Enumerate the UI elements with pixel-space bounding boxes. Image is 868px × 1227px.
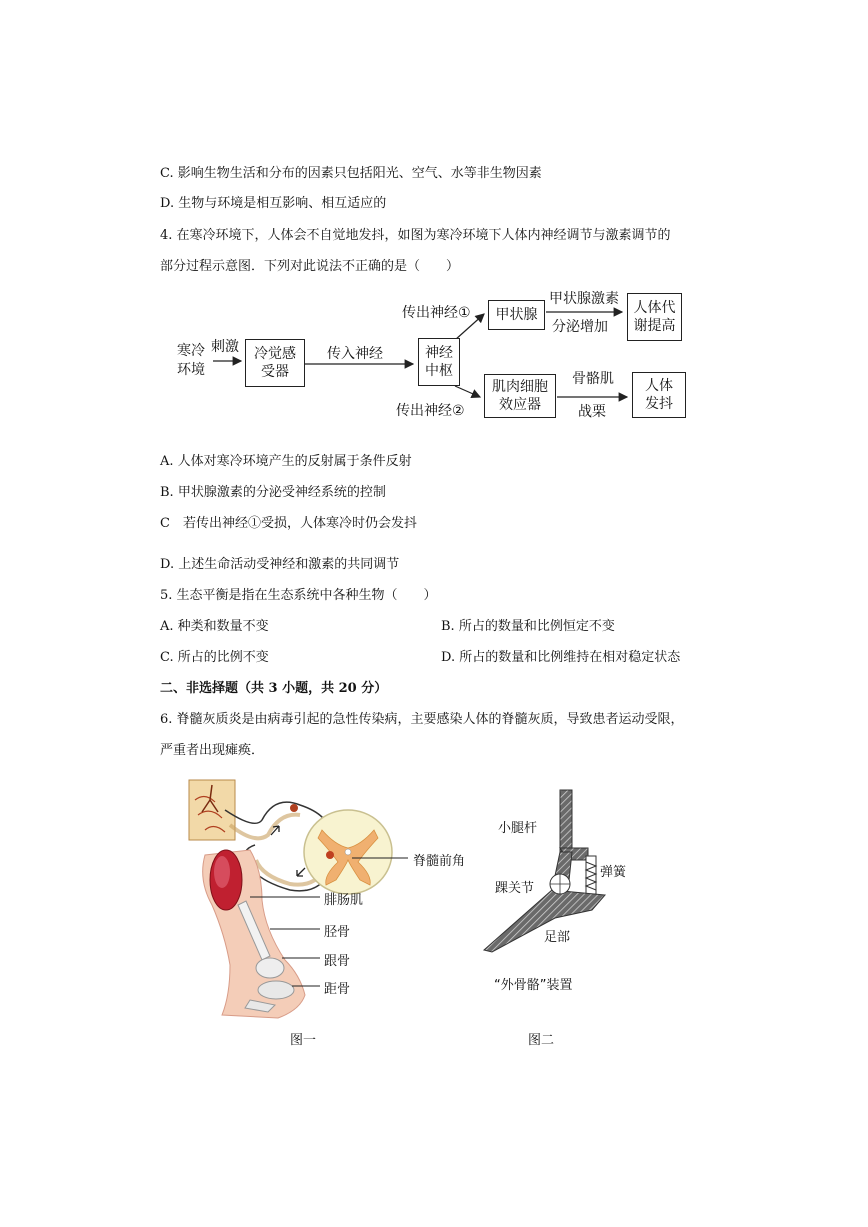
ankle-joint-label: 踝关节 bbox=[495, 881, 535, 896]
question-4-line1: 4. 在寒冷环境下，人体会不自觉地发抖，如图为寒冷环境下人体内神经调节与激素调节的 bbox=[160, 228, 671, 243]
shank-label: 小腿杆 bbox=[498, 821, 538, 836]
option-a-q5: A. 种类和数量不变 bbox=[160, 619, 269, 634]
body-shiver-box: 人体 发抖 bbox=[632, 372, 686, 418]
option-b-q5: B. 所占的数量和比例恒定不变 bbox=[441, 619, 615, 634]
gastrocnemius-label: 腓肠肌 bbox=[324, 893, 364, 908]
metabolism-box: 人体代 谢提高 bbox=[627, 293, 682, 341]
afferent-nerve-label: 传入神经 bbox=[327, 346, 383, 362]
calcaneus-label: 跟骨 bbox=[324, 954, 351, 969]
nerve-center-box: 神经 中枢 bbox=[418, 338, 460, 386]
stimulus-label: 刺激 bbox=[211, 339, 239, 355]
question-5: 5. 生态平衡是指在生态系统中各种生物（ ） bbox=[160, 588, 437, 603]
spring-label: 弹簧 bbox=[600, 865, 627, 880]
efferent-nerve-2-label: 传出神经② bbox=[396, 403, 465, 419]
option-d-q5: D. 所占的数量和比例维持在相对稳定状态 bbox=[441, 650, 681, 665]
talus-label: 距骨 bbox=[324, 982, 351, 997]
figure-2-caption: 图二 bbox=[528, 1033, 555, 1048]
exoskeleton-device-label: “外骨骼”装置 bbox=[494, 978, 573, 993]
spinal-anterior-horn-label: 脊髓前角 bbox=[413, 854, 466, 869]
question-6-line1: 6. 脊髓灰质炎是由病毒引起的急性传染病，主要感染人体的脊髓灰质，导致患者运动受限， bbox=[160, 712, 684, 727]
muscle-effector-box: 肌肉细胞 效应器 bbox=[484, 374, 556, 418]
thyroid-hormone-label: 甲状腺激素 bbox=[549, 291, 619, 307]
question-4-line2: 部分过程示意图．下列对此说法不正确的是（ ） bbox=[160, 259, 460, 274]
thyroid-box: 甲状腺 bbox=[488, 300, 545, 330]
secretion-increase-label: 分泌增加 bbox=[552, 319, 608, 335]
skeletal-muscle-label: 骨骼肌 bbox=[572, 371, 614, 387]
option-c-q5: C. 所占的比例不变 bbox=[160, 650, 269, 665]
figure-1-caption: 图一 bbox=[290, 1033, 317, 1048]
option-c-q4: C 若传出神经①受损，人体寒冷时仍会发抖 bbox=[160, 516, 417, 531]
foot-label: 足部 bbox=[544, 930, 571, 945]
option-a-q4: A. 人体对寒冷环境产生的反射属于条件反射 bbox=[160, 454, 412, 469]
shiver-label: 战栗 bbox=[578, 404, 606, 420]
section-2-heading: 二、非选择题（共 3 小题，共 20 分） bbox=[160, 681, 388, 696]
option-d-q4: D. 上述生命活动受神经和激素的共同调节 bbox=[160, 557, 400, 572]
cold-environment-label: 寒冷 环境 bbox=[177, 343, 205, 378]
option-d-q3: D. 生物与环境是相互影响、相互适应的 bbox=[160, 196, 387, 211]
tibia-label: 胫骨 bbox=[324, 925, 351, 940]
option-c-q3: C. 影响生物生活和分布的因素只包括阳光、空气、水等非生物因素 bbox=[160, 166, 542, 181]
cold-receptor-box: 冷觉感 受器 bbox=[245, 339, 305, 387]
efferent-nerve-1-label: 传出神经① bbox=[402, 305, 471, 321]
option-b-q4: B. 甲状腺激素的分泌受神经系统的控制 bbox=[160, 485, 386, 500]
question-6-line2: 严重者出现瘫痪． bbox=[160, 743, 265, 758]
